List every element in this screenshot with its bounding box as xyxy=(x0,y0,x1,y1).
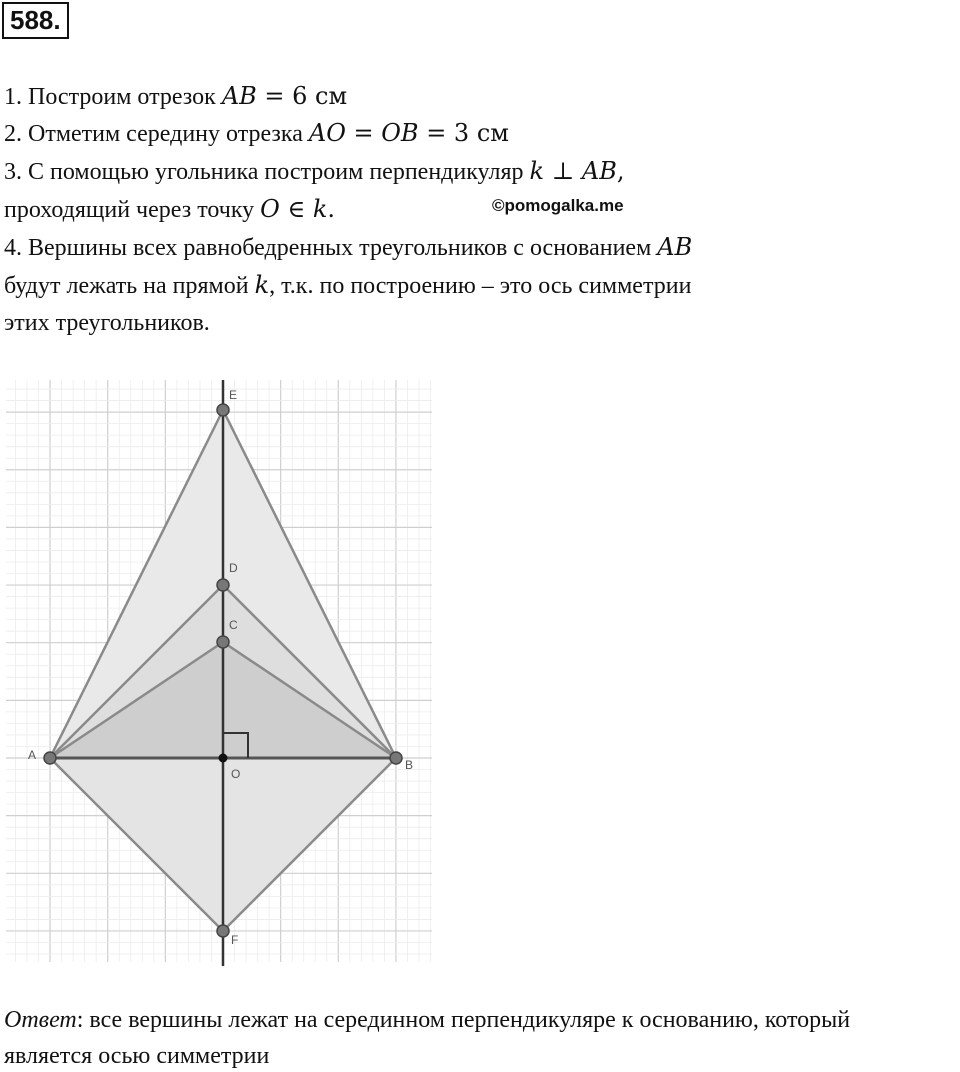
step-2 xyxy=(4,119,509,148)
step-4b-text: будут лежать на прямой xyxy=(4,273,255,299)
step-2-math-2: OB xyxy=(381,119,419,147)
geometry-figure xyxy=(0,376,440,966)
label-f: F xyxy=(231,933,239,947)
step-3b-math-2: k xyxy=(312,195,328,223)
label-b: B xyxy=(405,758,414,772)
step-3-operator: ⊥ xyxy=(544,157,582,185)
label-o: O xyxy=(231,767,241,781)
step-4-text: 4. Вершины всех равнобедренных треугольников с основанием xyxy=(4,235,658,261)
point-o xyxy=(219,754,228,763)
step-1-rest: = 6 см xyxy=(256,82,348,110)
label-a: A xyxy=(28,748,37,762)
step-3-math-2: AB xyxy=(581,157,617,185)
answer-text-1: : все вершины лежат на серединном перпендикуляре к основанию, который xyxy=(76,1007,851,1033)
point-a xyxy=(44,752,56,764)
answer-line-2 xyxy=(4,1042,269,1070)
step-3b-operator: ∈ xyxy=(279,195,313,223)
step-1-math: AB xyxy=(221,82,257,110)
step-4 xyxy=(4,233,692,262)
point-d xyxy=(217,579,229,591)
step-2-math-1: AO xyxy=(308,119,346,147)
step-4-end xyxy=(4,309,210,337)
answer-label: Ответ xyxy=(4,1007,77,1033)
step-3 xyxy=(4,157,625,186)
step-3b-text: проходящий через точку xyxy=(4,197,261,223)
label-e: E xyxy=(229,388,238,402)
point-f xyxy=(217,925,229,937)
answer-line-1 xyxy=(4,1006,850,1034)
step-4c-text: этих треугольников. xyxy=(4,310,210,336)
step-2-rest: = 3 см xyxy=(418,119,509,147)
step-3-rest: , xyxy=(616,157,625,185)
point-c xyxy=(217,636,229,648)
point-e xyxy=(217,404,229,416)
step-2-text: 2. Отметим середину отрезка xyxy=(4,121,309,147)
answer-text-2: является осью симметрии xyxy=(4,1043,270,1069)
step-4b-math: k xyxy=(254,271,270,299)
step-4b-rest: , т.к. по построению – это ось симметрии xyxy=(269,273,692,299)
step-2-operator: = xyxy=(345,119,382,147)
step-3-math-1: k xyxy=(529,157,545,185)
step-3b-rest: . xyxy=(327,195,336,223)
step-1-text: 1. Построим отрезок xyxy=(4,84,222,110)
step-3-continued xyxy=(4,195,335,224)
step-1 xyxy=(4,82,347,111)
label-c: C xyxy=(229,618,238,632)
step-3b-math-1: O xyxy=(260,195,280,223)
problem-number: 588. xyxy=(2,2,69,39)
step-4-math: AB xyxy=(657,233,693,261)
watermark: ©pomogalka.me xyxy=(492,196,624,215)
step-3-text: 3. С помощью угольника построим перпендикуляр xyxy=(4,159,530,185)
point-b xyxy=(390,752,402,764)
step-4-continued xyxy=(4,271,691,300)
label-d: D xyxy=(229,561,238,575)
